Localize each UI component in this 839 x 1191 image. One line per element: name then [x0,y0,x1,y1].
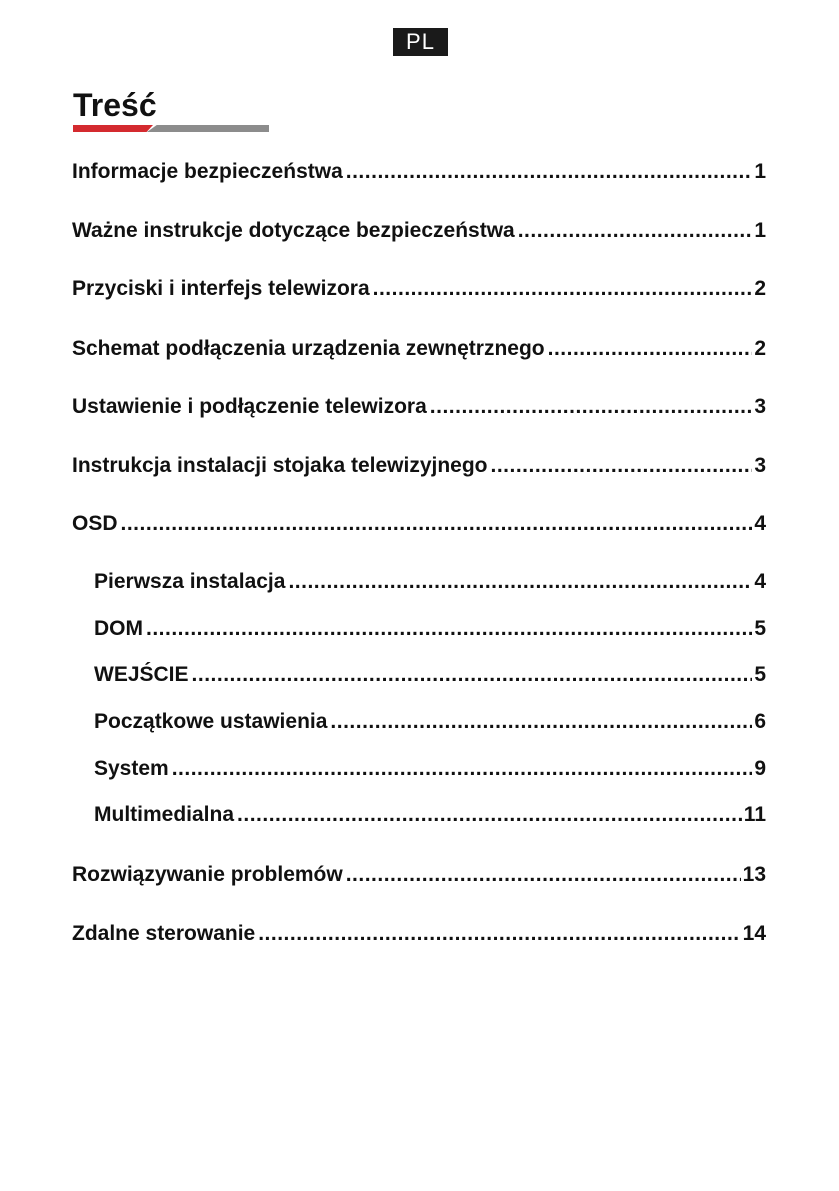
toc-entry-page: 3 [754,395,766,418]
toc-entry-page: 6 [754,710,766,733]
toc-dot-leader [346,159,753,185]
toc-dot-leader [121,511,753,537]
toc-dot-leader [258,921,740,947]
toc-entry-przyciski-i-interfejs[interactable] [72,276,766,302]
toc-subentry-poczatkowe-ustawienia[interactable] [94,709,766,735]
toc-entry-ustawienie-i-podlaczenie[interactable] [72,394,766,420]
toc-dot-leader [430,394,753,420]
toc-entry-label: Rozwiązywanie problemów [72,863,343,886]
toc-entry-label: Zdalne sterowanie [72,922,256,945]
toc-entry-page: 5 [754,663,766,686]
toc-dot-leader [146,616,752,642]
title-underline-red-segment [73,125,153,132]
toc-entry-page: 2 [754,277,766,300]
toc-entry-page: 4 [754,570,766,593]
page-title: Treść [73,87,157,123]
toc-entry-wazne-instrukcje[interactable] [72,218,766,244]
toc-dot-leader [373,276,753,302]
toc-dot-leader [237,802,742,828]
toc-subentry-dom[interactable] [94,616,766,642]
toc-entry-page: 14 [742,922,766,945]
toc-dot-leader [346,862,741,888]
toc-entry-page: 5 [754,617,766,640]
toc-dot-leader [518,218,753,244]
toc-entry-label: WEJŚCIE [94,663,189,686]
toc-entry-page: 9 [754,757,766,780]
toc-entry-label: Informacje bezpieczeństwa [72,160,343,183]
toc-entry-page: 1 [754,160,766,183]
toc-entry-page: 2 [754,337,766,360]
toc-entry-label: Multimedialna [94,803,235,826]
toc-entry-osd[interactable] [72,511,766,537]
toc-entry-page: 3 [754,454,766,477]
toc-entry-label: System [94,757,169,780]
toc-entry-zdalne-sterowanie[interactable] [72,921,766,947]
toc-dot-leader [548,336,753,362]
toc-subentry-multimedialna[interactable] [94,802,766,828]
toc-entry-label: Schemat podłączenia urządzenia zewnętrznego [72,337,545,360]
toc-dot-leader [330,709,752,735]
toc-entry-label: Przyciski i interfejs telewizora [72,277,370,300]
toc-subentry-system[interactable] [94,756,766,782]
toc-entry-page: 4 [754,512,766,535]
toc-entry-label: Instrukcja instalacji stojaka telewizyjnego [72,454,488,477]
toc-dot-leader [172,756,753,782]
toc-dot-leader [192,662,753,688]
toc-entry-label: Pierwsza instalacja [94,570,286,593]
title-underline [73,125,269,132]
toc-entry-schemat-podlaczenia[interactable] [72,336,766,362]
toc-entry-page: 13 [742,863,766,886]
toc-entry-instrukcja-instalacji-stojaka[interactable] [72,453,766,479]
toc-subentry-wejscie[interactable] [94,662,766,688]
toc-dot-leader [288,569,752,595]
title-underline-gray-segment [147,125,269,132]
toc-entry-label: Ważne instrukcje dotyczące bezpieczeństwa [72,219,515,242]
toc-entry-page: 1 [754,219,766,242]
toc-entry-informacje-bezpieczenstwa[interactable] [72,159,766,185]
toc-entry-page: 11 [743,803,766,826]
toc-entry-rozwiazywanie-problemow[interactable] [72,862,766,888]
language-badge: PL [393,28,448,56]
toc-entry-label: DOM [94,617,143,640]
toc-entry-label: Początkowe ustawienia [94,710,328,733]
toc-subentry-pierwsza-instalacja[interactable] [94,569,766,595]
toc-dot-leader [491,453,753,479]
toc-entry-label: OSD [72,512,118,535]
toc-entry-label: Ustawienie i podłączenie telewizora [72,395,427,418]
